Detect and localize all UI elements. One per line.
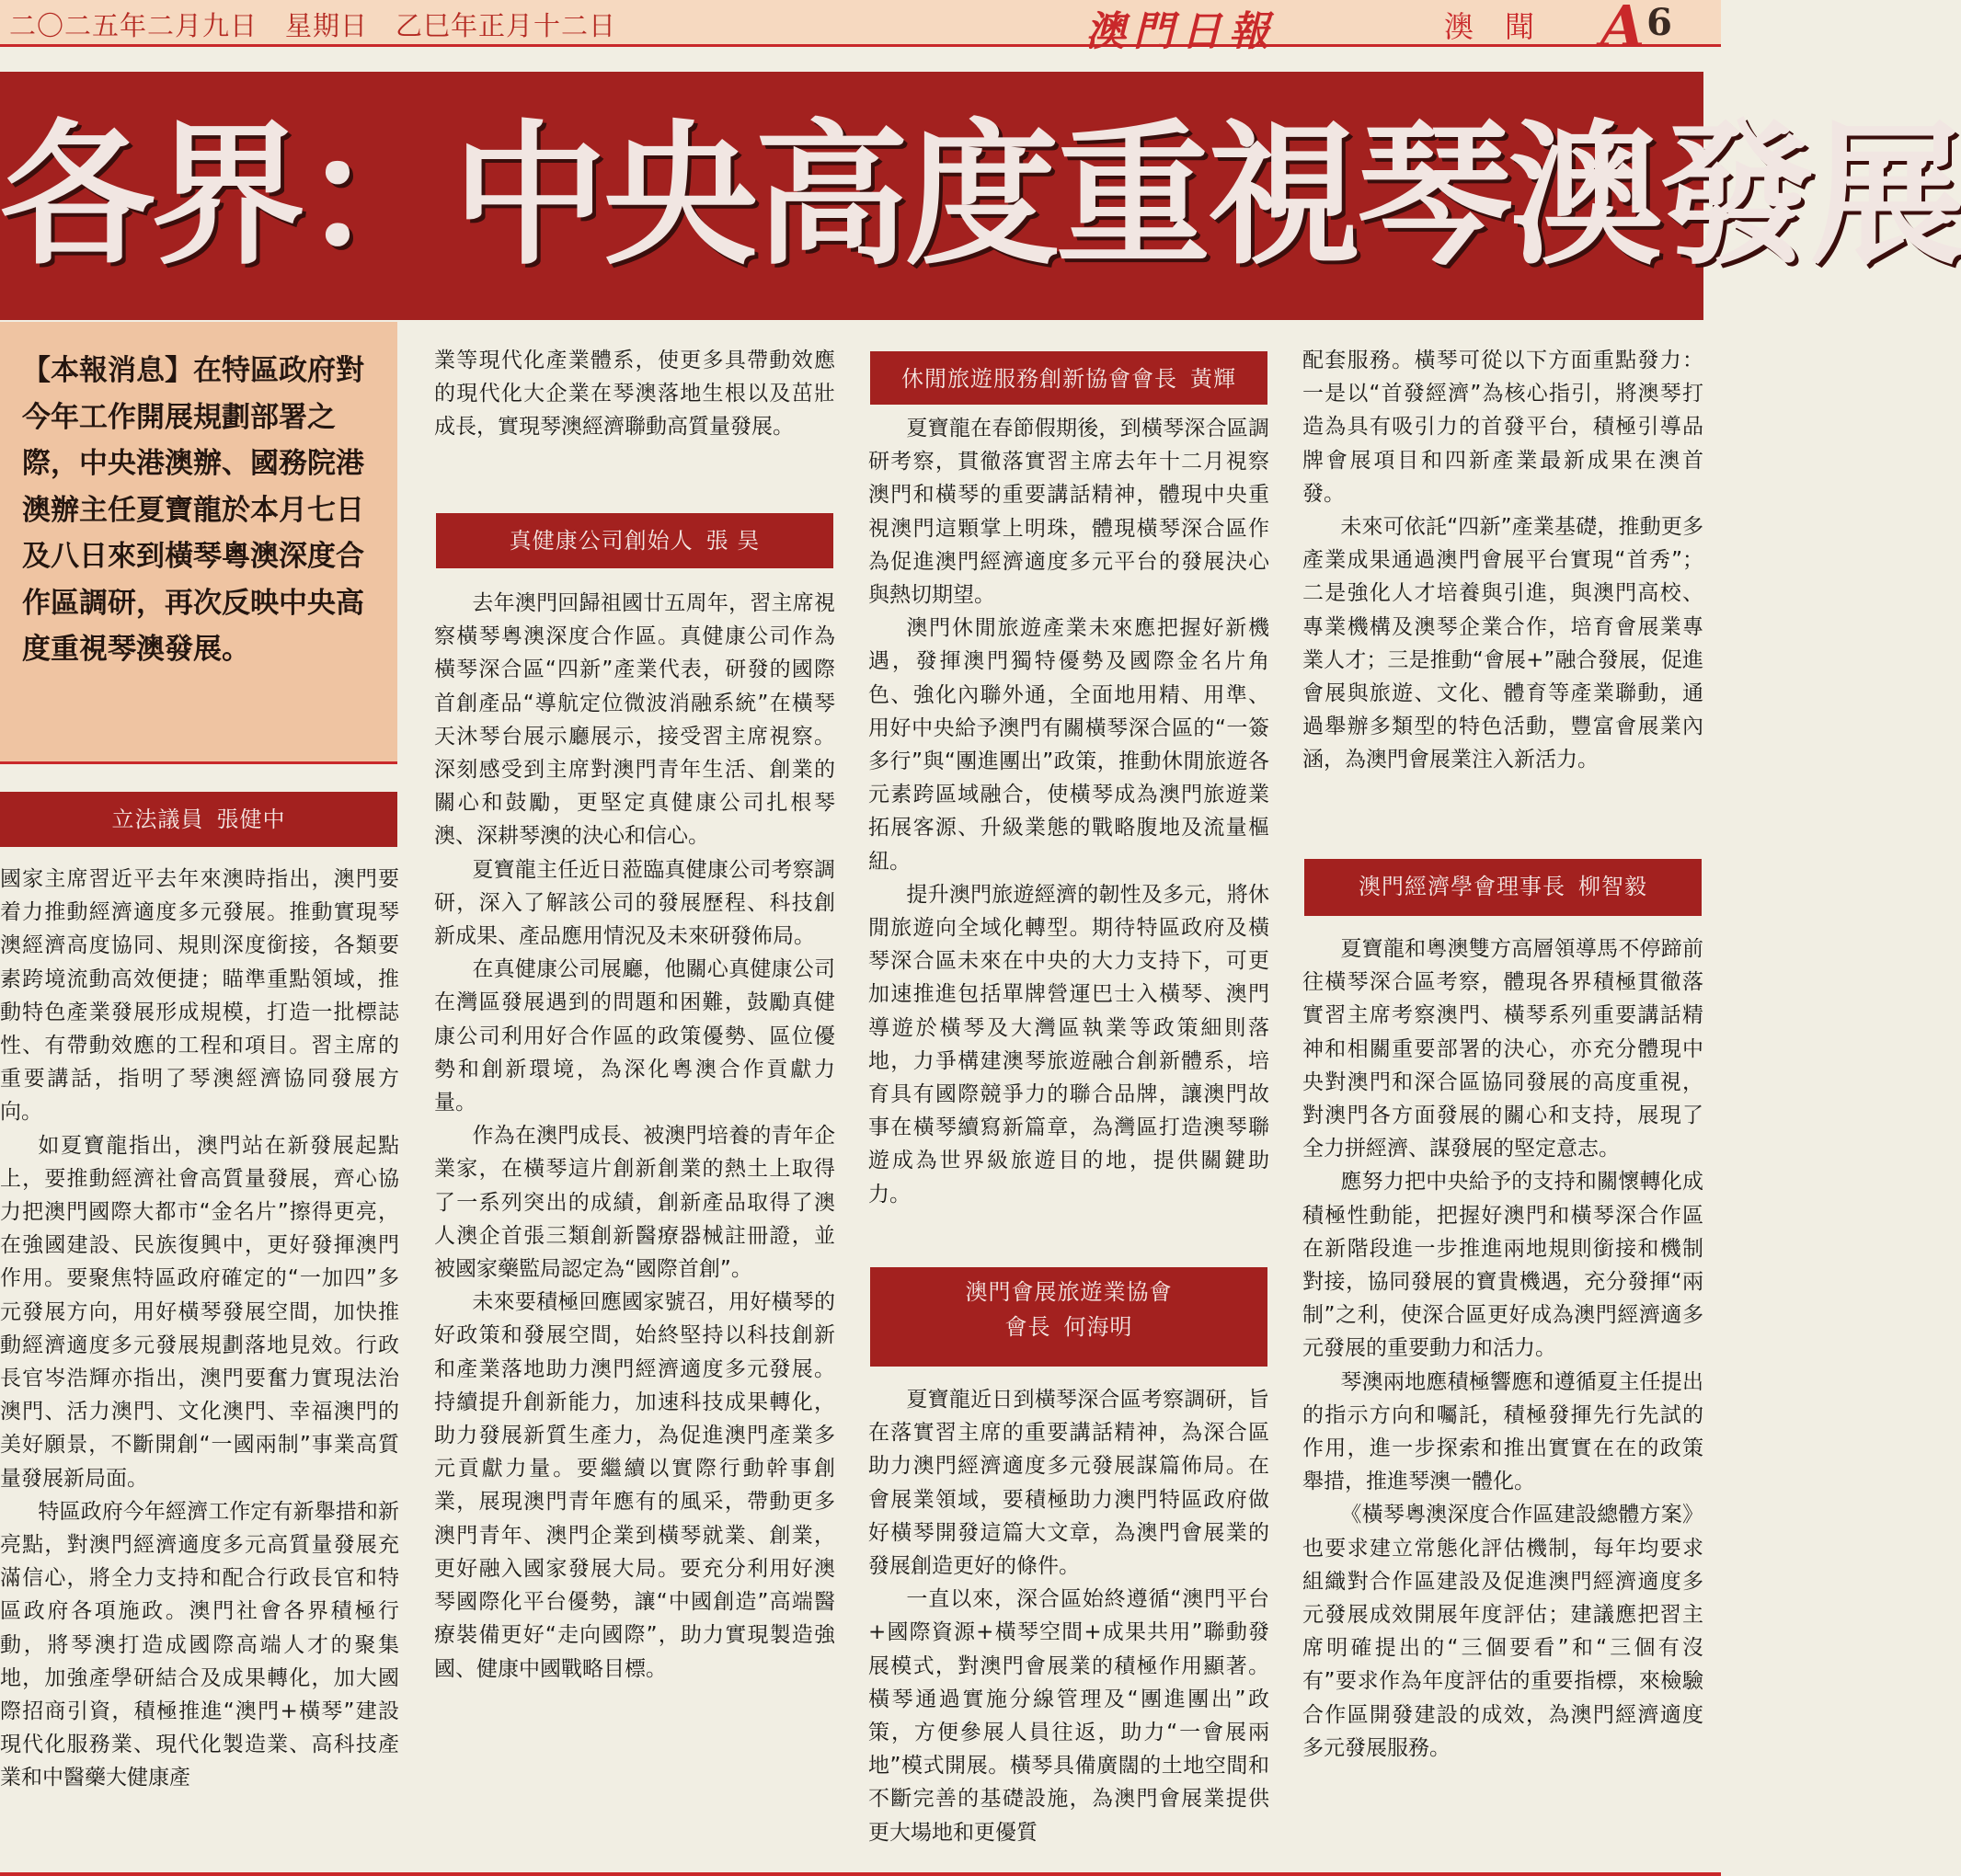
byline-person: 黃輝 xyxy=(1190,366,1236,392)
article-column-3 xyxy=(868,412,1269,1211)
paragraph: 作為在澳門成長、被澳門培養的青年企業家，在橫琴這片創新創業的熱土上取得了一系列突出的成績，創新產品取得了澳人澳企首張三類創新醫療器械註冊證，並被國家藥監局認定為“國際首創”。 xyxy=(434,1124,835,1282)
lead-paragraph: 【本報消息】在特區政府對今年工作開展規劃部署之際，中央港澳辦、國務院港澳辦主任夏寶龍於本月七日及八日來到橫琴粵澳深度合作區調研，再次反映中央高度重視琴澳發展。 xyxy=(22,354,364,666)
paragraph: 提升澳門旅遊經濟的韌性及多元，將休閒旅遊向全域化轉型。期待特區政府及橫琴深合區未來在中央的大力支持下，可更加速推進包括單牌營運巴士入橫琴、澳門導遊於橫琴及大灣區執業等政策細則落地，力爭構建澳琴旅遊融合創新體系，培育具有國際競爭力的聯合品牌，讓澳門故事在橫琴續寫新篇章，為灣區打造澳琴聯遊成為世界級旅遊目的地，提供關鍵助力。 xyxy=(868,882,1269,1207)
byline-person: 何海明 xyxy=(1063,1314,1133,1340)
paragraph: 《橫琴粵澳深度合作區建設總體方案》也要求建立常態化評估機制，每年均要求組織對合作區建設及促進澳門經濟適度多元發展成效開展年度評估；建議應把習主席明確提出的“三個要看”和“三個有沒有”要求作為年度評估的重要指標，來檢驗合作區開發建設的成效，為澳門經濟適度多元發展服務。 xyxy=(1302,1503,1703,1760)
byline-col4 xyxy=(1304,859,1702,916)
paragraph: 如夏寶龍指出，澳門站在新發展起點上，要推動經濟社會高質量發展，齊心協力把澳門國際大都市“金名片”擦得更亮，在強國建設、民族復興中，更好發揮澳門作用。要聚焦特區政府確定的“一加四”多元發展方向，用好橫琴發展空間，加快推動經濟適度多元發展規劃落地見效。行政長官岑浩輝亦指出，澳門要奮力實現法治澳門、活力澳門、文化澳門、幸福澳門的美好願景，不斷開創“一國兩制”事業高質量發展新局面。 xyxy=(0,1133,399,1491)
paragraph: 應努力把中央給予的支持和關懷轉化成積極性動能，把握好澳門和橫琴深合作區在新階段進一步推進兩地規則銜接和機制對接，協同發展的寶貴機遇，充分發揮“兩制”之利，使深合區更好成為澳門經濟適多元發展的重要動力和活力。 xyxy=(1302,1170,1703,1361)
byline-role: 真健康公司創始人 xyxy=(509,528,694,554)
byline-role: 會長 xyxy=(1004,1314,1051,1340)
byline-col3b xyxy=(870,1267,1267,1367)
paragraph: 國家主席習近平去年來澳時指出，澳門要着力推動經濟適度多元發展。推動實現琴澳經濟高度協同、規則深度銜接，各類要素跨境流動高效便捷；瞄準重點領域，推動特色產業發展形成規模，打造一批標誌性、有帶動效應的工程和項目。習主席的重要講話，指明了琴澳經濟協同發展方向。 xyxy=(0,867,399,1125)
paragraph: 配套服務。橫琴可從以下方面重點發力：一是以“首發經濟”為核心指引，將澳琴打造為具有吸引力的首發平台，積極引導品牌會展項目和四新產業最新成果在澳首發。 xyxy=(1302,349,1703,506)
headline: 各界：中央高度重視琴澳發展 xyxy=(0,106,1961,286)
paragraph: 夏寶龍近日到橫琴深合區考察調研，旨在落實習主席的重要講話精神，為深合區助力澳門經濟適度多元發展謀篇佈局。在會展業領域，要積極助力澳門特區政府做好橫琴開發這篇大文章，為澳門會展業的發展創造更好的條件。 xyxy=(868,1388,1269,1579)
paragraph: 去年澳門回歸祖國廿五周年，習主席視察橫琴粵澳深度合作區。真健康公司作為橫琴深合區“四新”產業代表，研發的國際首創產品“導航定位微波消融系統”在橫琴天沐琴台展示廳展示，接受習主席視察。深刻感受到主席對澳門青年生活、創業的關心和鼓勵，更堅定真健康公司扎根琴澳、深耕琴澳的決心和信心。 xyxy=(434,591,835,849)
byline-role: 澳門經濟學會理事長 xyxy=(1359,874,1565,899)
article-column-4 xyxy=(1302,932,1703,1765)
newspaper-masthead: 澳門日報 xyxy=(1085,8,1277,55)
byline-person: 張健中 xyxy=(216,806,286,832)
article-column-2-top xyxy=(434,344,835,444)
paragraph: 未來可依託“四新”產業基礎，推動更多產業成果通過澳門會展平台實現“首秀”；二是強化人才培養與引進，與澳門高校、專業機構及澳琴企業合作，培育會展業專業人才；三是推動“會展+”融合發展，促進會展與旅遊、文化、體育等產業聯動，通過舉辦多類型的特色活動，豐富會展業內涵，為澳門會展業注入新活力。 xyxy=(1302,515,1703,772)
byline-organization: 澳門會展旅遊業協會 xyxy=(965,1279,1173,1305)
page-header xyxy=(0,0,1721,60)
bottom-rule xyxy=(0,1872,1721,1876)
paragraph: 特區政府今年經濟工作定有新舉措和新亮點，對澳門經濟適度多元高質量發展充滿信心，將全力支持和配合行政長官和特區政府各項施政。澳門社會各界積極行動，將琴澳打造成國際高端人才的聚集地，加強產學研結合及成果轉化，加大國際招商引資，積極推進“澳門+橫琴”建設現代化服務業、現代化製造業、高科技產業和中醫藥大健康產 xyxy=(0,1499,399,1790)
paragraph: 澳門休閒旅遊產業未來應把握好新機遇，發揮澳門獨特優勢及國際金名片角色、強化內聯外通，全面地用精、用準、用好中央給予澳門有關橫琴深合區的“一簽多行”與“團進團出”政策，推動休閒旅遊各元素跨區域融合，使橫琴成為澳門旅遊業拓展客源、升級業態的戰略腹地及流量樞紐。 xyxy=(868,616,1269,874)
article-column-3-lower xyxy=(868,1383,1269,1849)
byline-col3a xyxy=(870,351,1267,405)
paragraph: 琴澳兩地應積極響應和遵循夏主任提出的指示方向和囑託，積極發揮先行先試的作用，進一步探索和推出實實在在的政策舉措，推進琴澳一體化。 xyxy=(1302,1369,1703,1494)
paragraph: 夏寶龍和粵澳雙方高層領導馬不停蹄前往橫琴深合區考察，體現各界積極貫徹落實習主席考察澳門、橫琴系列重要講話精神和相關重要部署的決心，亦充分體現中央對澳門和深合區協同發展的高度重視，對澳門各方面發展的關心和支持，展現了全力拼經濟、謀發展的堅定意志。 xyxy=(1302,937,1703,1161)
section-name: 澳聞 xyxy=(1444,9,1566,44)
paragraph: 未來要積極回應國家號召，用好橫琴的好政策和發展空間，始終堅持以科技創新和產業落地助力澳門經濟適度多元發展。持續提升創新能力，加速科技成果轉化，助力發展新質生產力，為促進澳門產業多元貢獻力量。要繼續以實際行動幹事創業，展現澳門青年應有的風采，帶動更多澳門青年、澳門企業到橫琴就業、創業，更好融入國家發展大局。要充分利用好澳琴國際化平台優勢，讓“中國創造”高端醫療裝備更好“走向國際”，助力實現製造強國、健康中國戰略目標。 xyxy=(434,1290,835,1681)
article-column-1 xyxy=(0,863,399,1795)
page-letter: A xyxy=(1600,0,1646,60)
page-number: 6 xyxy=(1646,1,1672,44)
byline-col1 xyxy=(0,792,397,847)
paragraph: 業等現代化產業體系，使更多具帶動效應的現代化大企業在琴澳落地生根以及茁壯成長，實現琴澳經濟聯動高質量發展。 xyxy=(434,349,835,440)
paragraph: 在真健康公司展廳，他關心真健康公司在灣區發展遇到的問題和困難，鼓勵真健康公司利用好合作區的政策優勢、區位優勢和創新環境，為深化粵澳合作貢獻力量。 xyxy=(434,957,835,1115)
paragraph: 夏寶龍主任近日蒞臨真健康公司考察調研，深入了解該公司的發展歷程、科技創新成果、產品應用情況及未來研發佈局。 xyxy=(434,857,835,949)
article-column-2 xyxy=(434,587,835,1686)
paragraph: 一直以來，深合區始終遵循“澳門平台+國際資源+橫琴空間+成果共用”聯動發展模式，對澳門會展業的積極作用顯著。橫琴通過實施分線管理及“團進團出”政策，方便參展人員往返，助力“一會展兩地”模式開展。橫琴具備廣闊的土地空間和不斷完善的基礎設施，為澳門會展業提供更大場地和更優質 xyxy=(868,1587,1269,1845)
byline-person: 柳智毅 xyxy=(1578,874,1647,899)
paragraph: 夏寶龍在春節假期後，到橫琴深合區調研考察，貫徹落實習主席去年十二月視察澳門和橫琴的重要講話精神，體現中央重視澳門這顆掌上明珠，體現橫琴深合區作為促進澳門經濟適度多元平台的發展決心與熱切期望。 xyxy=(868,417,1269,608)
issue-date: 二〇二五年二月九日 星期日 乙巳年正月十二日 xyxy=(9,10,617,41)
byline-role: 立法議員 xyxy=(111,806,204,832)
byline-person: 張 昊 xyxy=(705,528,761,554)
article-column-4-top xyxy=(1302,344,1703,777)
byline-role-person xyxy=(870,1310,1267,1344)
page-mark xyxy=(1600,0,1672,60)
byline-role: 休閒旅遊服務創新協會會長 xyxy=(901,366,1177,392)
byline-col2 xyxy=(436,513,833,568)
